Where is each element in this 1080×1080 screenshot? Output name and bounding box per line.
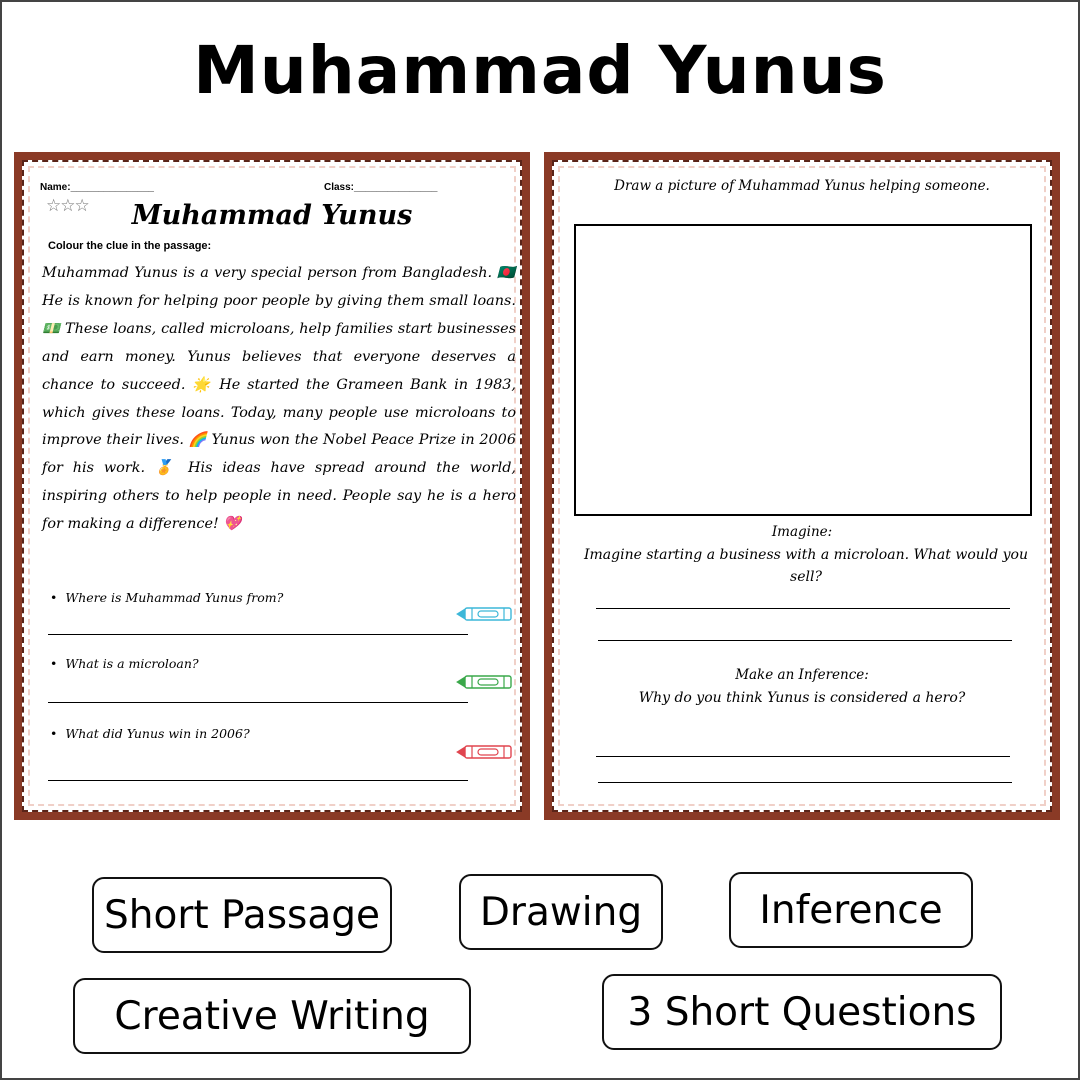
- question-1: • Where is Muhammad Yunus from?: [50, 590, 283, 605]
- inference-answer-line-1: [596, 756, 1010, 757]
- answer-line-1: [48, 634, 468, 635]
- question-3: • What did Yunus win in 2006?: [50, 726, 250, 741]
- tag-3-short-questions: 3 Short Questions: [602, 974, 1002, 1050]
- worksheet-activities: [544, 152, 1060, 820]
- imagine-answer-line-1: [596, 608, 1010, 609]
- worksheet-reading: [14, 152, 530, 820]
- imagine-question: Imagine starting a business with a microloan. What would you sell?: [583, 547, 1029, 585]
- rating-stars-icon: ☆☆☆: [46, 196, 89, 215]
- crayon-icon-green: [456, 674, 514, 690]
- question-2: • What is a microloan?: [50, 656, 199, 671]
- imagine-heading: Imagine:: [771, 524, 833, 540]
- answer-line-3: [48, 780, 468, 781]
- tag-short-passage: Short Passage: [92, 877, 392, 953]
- imagine-answer-line-2: [598, 640, 1012, 641]
- inference-question: Why do you think Yunus is considered a hero?: [638, 690, 966, 706]
- worksheet-activities-sheet: [552, 160, 1052, 812]
- tag-drawing: Drawing: [459, 874, 663, 950]
- worksheet-reading-sheet: [22, 160, 522, 812]
- tag-inference: Inference: [729, 872, 973, 948]
- drawing-box: [574, 224, 1032, 516]
- drawing-prompt: Draw a picture of Muhammad Yunus helping someone.: [614, 178, 990, 194]
- crayon-icon-blue: [456, 606, 514, 622]
- worksheet-title: Muhammad Yunus: [131, 200, 413, 231]
- answer-line-2: [48, 702, 468, 703]
- page-title: Muhammad Yunus: [193, 32, 887, 109]
- reading-passage: Muhammad Yunus is a very special person from Bangladesh. 🇧🇩 He is known for helping poor people by giving them small loans. 💵 These loans, called microloans, help families start businesses and earn money. Yunus believes that everyone deserves a chance to succeed. 🌟 He started the Grameen Bank in 1983, which gives these loans. Today, many people use microloans to improve their lives. 🌈 Yunus won the Nobel Peace Prize in 2006 for his work. 🏅 His ideas have spread around the world, inspiring others to help people in need. People say he is a hero for making a difference! 💖: [42, 265, 516, 533]
- instruction-text: Colour the clue in the passage:: [48, 240, 212, 252]
- tag-creative-writing: Creative Writing: [73, 978, 471, 1054]
- name-field: Name:_______________: [40, 182, 154, 193]
- class-field: Class:_______________: [324, 182, 438, 193]
- crayon-icon-red: [456, 744, 514, 760]
- inference-answer-line-2: [598, 782, 1012, 783]
- inference-heading: Make an Inference:: [735, 667, 869, 683]
